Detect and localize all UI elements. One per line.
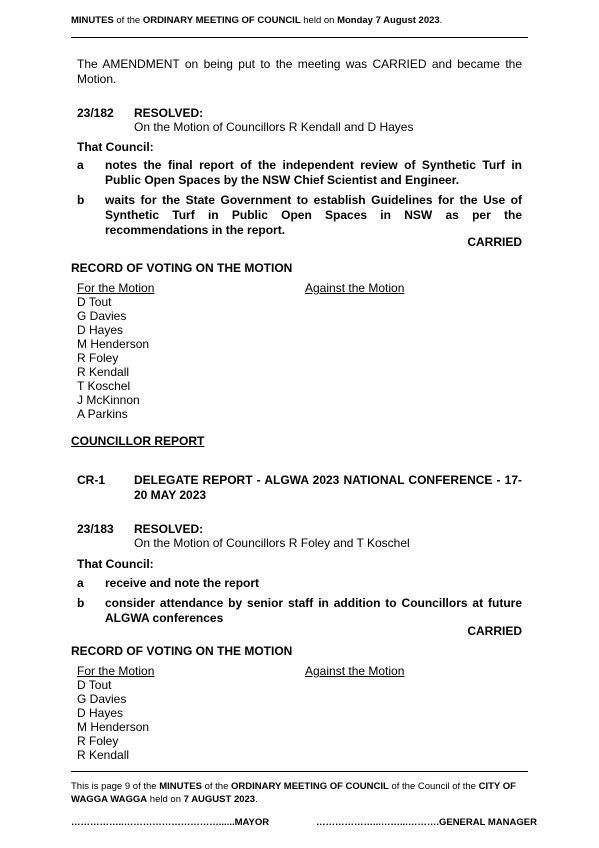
councillor-name: R Foley — [77, 351, 119, 365]
page-header — [71, 15, 442, 26]
report-title: DELEGATE REPORT - ALGWA 2023 NATIONAL CONFERENCE - 17-20 MAY 2023 — [134, 473, 522, 502]
footer-city: CITY OF WAGGA WAGGA — [71, 781, 516, 805]
councillor-name: G Davies — [77, 692, 127, 706]
footer-of: of the — [201, 781, 232, 792]
carried-label: CARRIED — [467, 235, 522, 249]
header-minutes: MINUTES — [71, 15, 114, 26]
item-marker: b — [77, 596, 85, 610]
councillor-name: A Parkins — [77, 407, 128, 421]
header-date: Monday 7 August 2023 — [337, 15, 440, 26]
resolution-item-text: consider attendance by senior staff in addition to Councillors at future ALGWA conferences — [105, 596, 522, 625]
councillor-name: M Henderson — [77, 337, 150, 351]
resolution-item-text: waits for the State Government to establish Guidelines for the Use of Synthetic Turf in Public Open Spaces in NSW as per the recommendations in the report. — [105, 193, 522, 237]
voting-record-heading: RECORD OF VOTING ON THE MOTION — [71, 644, 293, 658]
councillor-name: R Kendall — [77, 748, 130, 762]
councillor-name: D Hayes — [77, 323, 124, 337]
footer-meeting: ORDINARY MEETING OF COUNCIL — [231, 781, 389, 792]
voting-record-heading: RECORD OF VOTING ON THE MOTION — [71, 261, 293, 275]
footer-minutes: MINUTES — [159, 781, 202, 792]
footer-date: 7 AUGUST 2023 — [183, 794, 256, 805]
footer-page-text: This is page 9 of the — [71, 781, 160, 792]
header-divider — [71, 37, 528, 38]
against-motion-label: Against the Motion — [305, 281, 405, 295]
item-marker: b — [77, 193, 85, 207]
resolution-item-text: receive and note the report — [105, 576, 260, 590]
against-motion-label: Against the Motion — [305, 664, 405, 678]
mayor-signature-line: ……………..…………………………......MAYOR — [71, 817, 270, 828]
that-council-label: That Council: — [77, 557, 154, 571]
amendment-paragraph: The AMENDMENT on being put to the meeting was CARRIED and became the Motion. — [77, 57, 522, 86]
item-marker: a — [77, 576, 84, 590]
councillor-name: T Koschel — [77, 379, 131, 393]
carried-label: CARRIED — [467, 624, 522, 638]
councillor-name: D Tout — [77, 678, 112, 692]
for-motion-label: For the Motion — [77, 664, 155, 678]
councillor-name: G Davies — [77, 309, 127, 323]
resolution-title: RESOLVED: — [134, 106, 204, 120]
resolution-mover: On the Motion of Councillors R Foley and T Koschel — [134, 536, 410, 550]
resolution-title: RESOLVED: — [134, 522, 204, 536]
page-footer — [71, 780, 531, 806]
resolution-mover: On the Motion of Councillors R Kendall and D Hayes — [134, 120, 414, 134]
header-period: . — [439, 15, 443, 26]
councillor-name: R Kendall — [77, 365, 130, 379]
header-of: of the — [113, 15, 143, 26]
for-motion-label: For the Motion — [77, 281, 155, 295]
councillor-name: D Tout — [77, 295, 112, 309]
footer-council-of: of the Council of the — [388, 781, 479, 792]
header-held-on: held on — [300, 15, 338, 26]
resolution-number: 23/183 — [77, 522, 114, 536]
report-code: CR-1 — [77, 473, 106, 487]
for-motion-list — [77, 295, 149, 421]
councillor-name: M Henderson — [77, 720, 150, 734]
for-motion-list — [77, 678, 149, 762]
footer-held-on: held on — [147, 794, 184, 805]
general-manager-signature-line: ………………...……...……….GENERAL MANAGER — [316, 817, 537, 828]
councillor-report-heading: COUNCILLOR REPORT — [71, 434, 205, 448]
header-meeting: ORDINARY MEETING OF COUNCIL — [142, 15, 301, 26]
councillor-name: D Hayes — [77, 706, 124, 720]
resolution-item-text: notes the final report of the independent review of Synthetic Turf in Public Open Spaces by the NSW Chief Scientist and Engineer. — [105, 158, 522, 187]
resolution-number: 23/182 — [77, 106, 114, 120]
footer-divider — [71, 771, 528, 772]
footer-period: . — [255, 794, 258, 805]
that-council-label: That Council: — [77, 140, 154, 154]
councillor-name: J McKinnon — [77, 393, 140, 407]
councillor-name: R Foley — [77, 734, 119, 748]
item-marker: a — [77, 158, 84, 172]
